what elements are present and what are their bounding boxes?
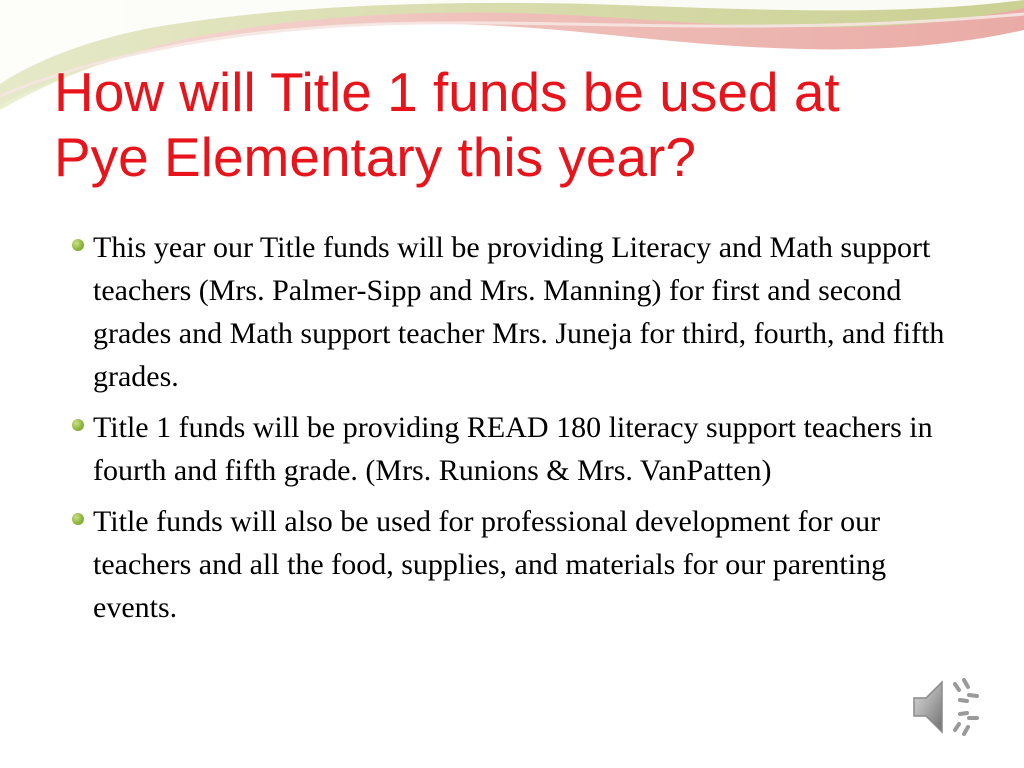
speaker-icon[interactable] <box>908 672 984 742</box>
bullet-dot-icon <box>72 239 84 251</box>
bullet-text: This year our Title funds will be providing Literacy and Math support teachers (Mrs. Palmer-Sipp and Mrs. Manning) for first and second grades and Math support teacher Mrs. Juneja for third, fourth, and fifth grades. <box>93 231 945 393</box>
slide-title: How will Title 1 funds be used at Pye Elementary this year? <box>54 61 840 188</box>
bullet-item-read-180 <box>72 406 977 492</box>
bullet-text: Title funds will also be used for professional development for our teachers and all the food, supplies, and materials for our parenting events. <box>93 505 887 624</box>
bullet-item-professional-development <box>72 500 977 629</box>
bullet-list <box>72 226 977 637</box>
bullet-item-title-funds-teachers <box>72 226 977 398</box>
bullet-dot-icon <box>72 419 84 431</box>
bullet-dot-icon <box>72 513 84 525</box>
bullet-text: Title 1 funds will be providing READ 180 literacy support teachers in fourth and fifth grade. (Mrs. Runions & Mrs. VanPatten) <box>93 411 933 487</box>
